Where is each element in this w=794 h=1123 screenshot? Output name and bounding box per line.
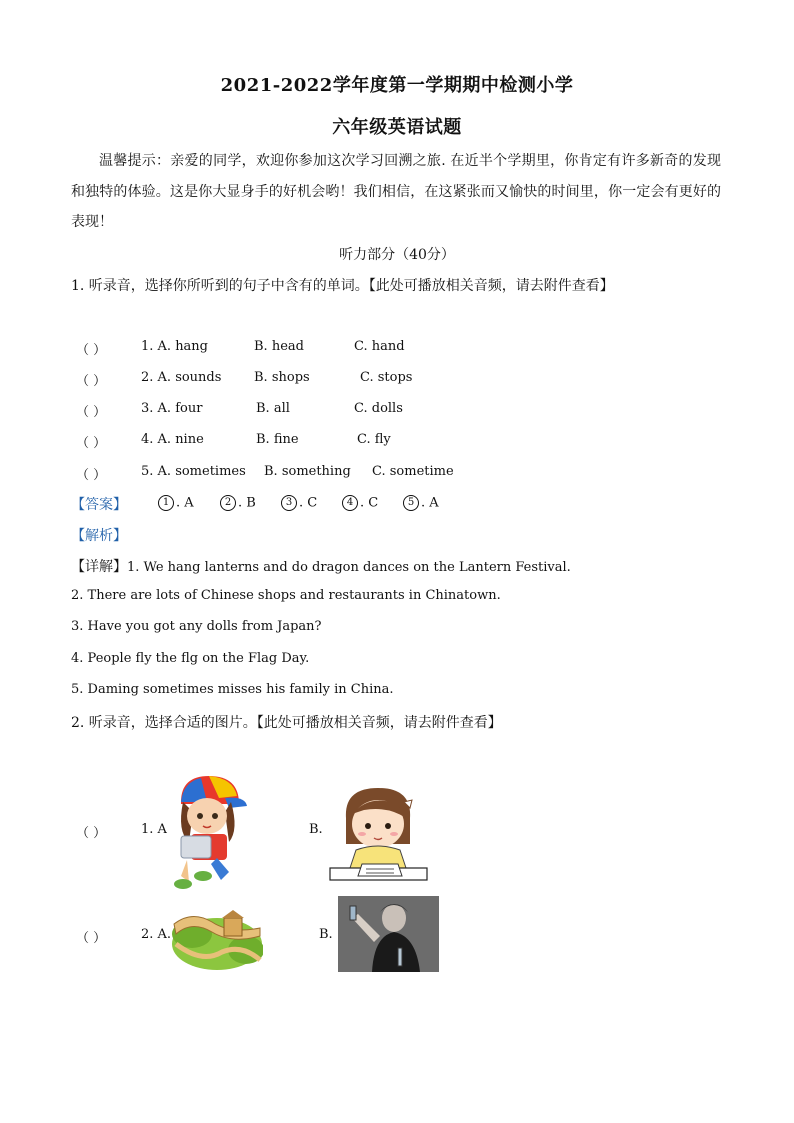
circled-number: 3 xyxy=(281,495,297,511)
option-c: C. stops xyxy=(360,370,413,385)
answer-item xyxy=(403,495,439,511)
option-b: B. xyxy=(319,927,333,942)
intro-paragraph: 温馨提示：亲爱的同学，欢迎你参加这次学习回溯之旅. 在近半个学期里，你肯定有许多新奇的发现和独特的体验。这是你大显身手的好机会哟！我们相信，在这紧张而又愉快的时间里，你一定会有更好的表现！ xyxy=(71,153,721,230)
option-a: 3. A. four xyxy=(141,401,203,416)
circled-number: 5 xyxy=(403,495,419,511)
section-listening-heading: 听力部分（40分） xyxy=(339,247,455,263)
option-c: C. hand xyxy=(354,339,405,354)
option-c: C. dolls xyxy=(354,401,403,416)
option-b: B. shops xyxy=(254,370,310,385)
answer-paren: （ ） xyxy=(76,436,107,451)
analysis-label: 【解析】 xyxy=(71,528,127,544)
q1-instruction: 1. 听录音，选择你所听到的句子中含有的单词。【此处可播放相关音频，请去附件查看】 xyxy=(71,278,614,294)
circled-number: 1 xyxy=(158,495,174,511)
detail-line: 4. People fly the flg on the Flag Day. xyxy=(71,651,310,666)
q2-instruction: 2. 听录音，选择合适的图片。【此处可播放相关音频，请去附件查看】 xyxy=(71,715,502,731)
option-b: B. fine xyxy=(256,432,299,447)
answer-paren: （ ） xyxy=(76,405,107,420)
answer-value: . C xyxy=(360,495,379,511)
answer-item xyxy=(158,495,194,511)
detail-line xyxy=(71,556,571,576)
option-b: B. all xyxy=(256,401,290,416)
answer-paren: （ ） xyxy=(76,343,107,358)
answer-value: . A xyxy=(421,495,439,511)
answer-item xyxy=(342,495,378,511)
option-a: 1. A xyxy=(141,822,167,837)
answer-value: . C xyxy=(299,495,318,511)
option-a: 5. A. sometimes xyxy=(141,464,246,479)
detail-line: 3. Have you got any dolls from Japan? xyxy=(71,619,322,634)
answer-label: 【答案】 xyxy=(71,497,127,513)
option-b: B. xyxy=(309,822,323,837)
option-a: 2. A. xyxy=(141,927,172,942)
detail-label: 【详解】 xyxy=(71,559,127,575)
option-c: C. fly xyxy=(357,432,391,447)
option-c: C. sometime xyxy=(372,464,454,479)
detail-text: 1. We hang lanterns and do dragon dances on the Lantern Festival. xyxy=(127,560,571,575)
option-b: B. something xyxy=(264,464,351,479)
answer-item xyxy=(281,495,317,511)
girl-with-tablet-picture xyxy=(167,772,247,890)
girl-writing-picture xyxy=(328,784,429,881)
page-title: 2021-2022学年度第一学期期中检测小学 xyxy=(220,75,574,96)
answer-value: . A xyxy=(176,495,194,511)
option-a: 4. A. nine xyxy=(141,432,204,447)
option-a: 2. A. sounds xyxy=(141,370,222,385)
answer-item xyxy=(220,495,256,511)
option-b: B. head xyxy=(254,339,304,354)
option-a: 1. A. hang xyxy=(141,339,209,354)
detail-line: 5. Daming sometimes misses his family in China. xyxy=(71,682,394,697)
page-subtitle: 六年级英语试题 xyxy=(332,117,462,138)
detail-line: 2. There are lots of Chinese shops and restaurants in Chinatown. xyxy=(71,588,501,603)
answer-paren: （ ） xyxy=(76,468,107,483)
great-wall-picture xyxy=(172,904,263,970)
answer-paren: （ ） xyxy=(76,931,107,946)
circled-number: 4 xyxy=(342,495,358,511)
circled-number: 2 xyxy=(220,495,236,511)
answer-paren: （ ） xyxy=(76,826,107,841)
answer-value: . B xyxy=(238,495,256,511)
scientist-photo-picture xyxy=(338,896,439,972)
answer-paren: （ ） xyxy=(76,374,107,389)
